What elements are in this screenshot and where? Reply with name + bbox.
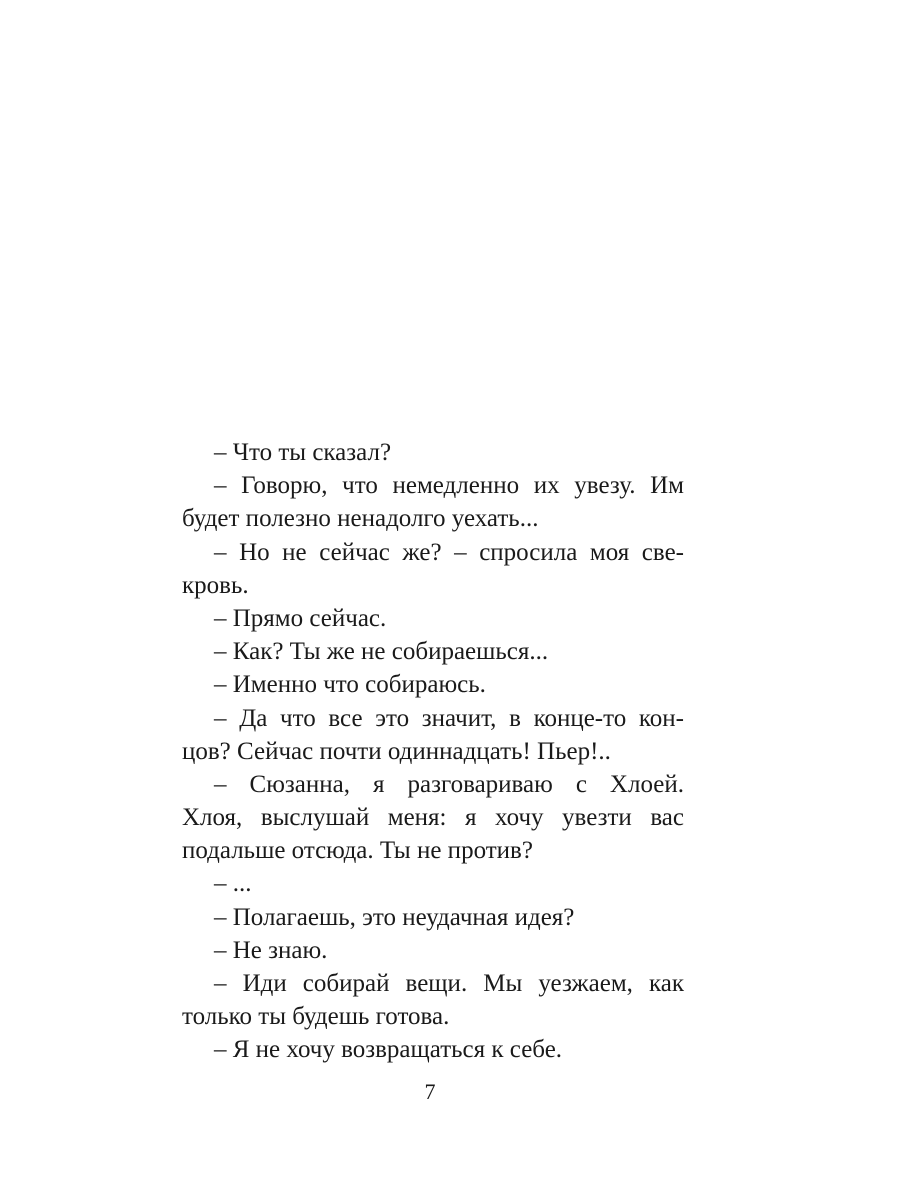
- text-line: Хлоя, выслушай меня: я хочу увезти вас: [182, 804, 684, 832]
- text-line: – Иди собирай вещи. Мы уезжаем, как: [214, 970, 684, 997]
- text-line: кровь.: [182, 571, 249, 599]
- text-line: – Да что все это значит, в конце-то кон-: [214, 704, 684, 732]
- text-line: – Но не сейчас же? – спросила моя све-: [214, 538, 684, 566]
- text-line: – Прямо сейчас.: [214, 604, 387, 632]
- text-line: – Полагаешь, это неудачная идея?: [214, 903, 575, 931]
- text-line: – Говорю, что немедленно их увезу. Им: [214, 472, 684, 500]
- text-line: – Именно что собираюсь.: [214, 671, 486, 699]
- text-line: – Сюзанна, я разговариваю с Хлоей.: [214, 770, 684, 798]
- text-line: будет полезно ненадолго уехать...: [182, 505, 539, 533]
- text-line: – Я не хочу возвращаться к себе.: [214, 1036, 563, 1064]
- page-number: 7: [424, 1079, 436, 1104]
- text-line: подальше отсюда. Ты не против?: [182, 837, 533, 865]
- text-line: цов? Сейчас почти одиннадцать! Пьер!..: [182, 737, 611, 765]
- page-body-text: [182, 436, 684, 1067]
- text-line: только ты будешь готова.: [182, 1003, 450, 1031]
- text-line: – ...: [214, 870, 252, 898]
- text-line: – Что ты сказал?: [214, 439, 392, 466]
- text-line: – Как? Ты же не собираешься...: [214, 638, 549, 666]
- text-line: – Не знаю.: [214, 936, 328, 964]
